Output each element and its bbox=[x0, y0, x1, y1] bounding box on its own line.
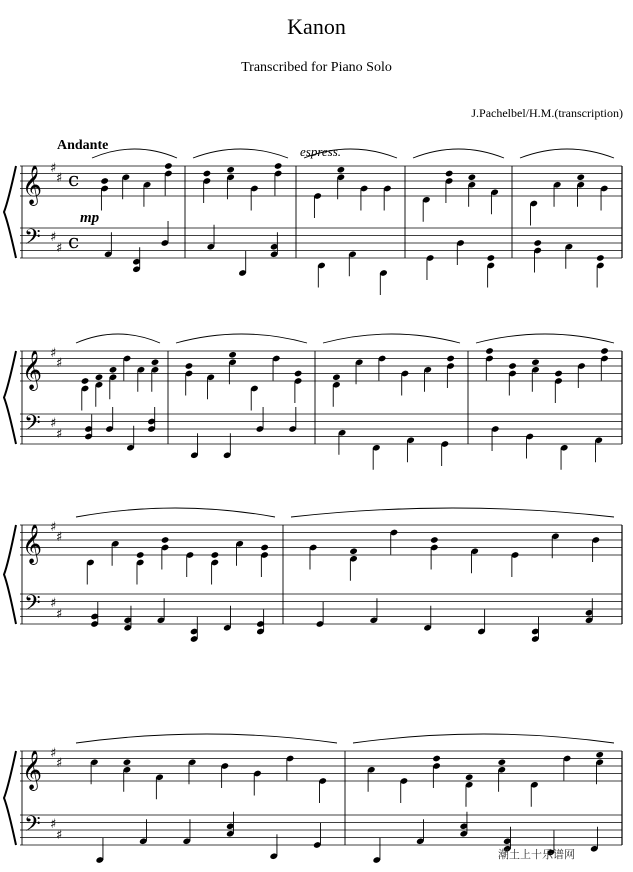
slur bbox=[193, 149, 288, 158]
treble-clef-icon: 𝄞 bbox=[22, 165, 43, 205]
slur bbox=[323, 334, 460, 343]
sharp-c-icon: ♯ bbox=[56, 171, 63, 186]
system-2-treble-chord-note bbox=[185, 362, 194, 370]
slur bbox=[92, 149, 177, 158]
sharp-c-icon: ♯ bbox=[56, 241, 63, 256]
system-4-treble-chord-note bbox=[465, 773, 474, 781]
system-2-treble-chord-note bbox=[508, 362, 517, 370]
system-1-bass-chord-note bbox=[533, 239, 542, 247]
system-2-treble-chord-note bbox=[332, 373, 341, 381]
sharp-f-icon: ♯ bbox=[50, 520, 57, 535]
bass-clef-icon: 𝄢 bbox=[24, 591, 41, 621]
slur bbox=[76, 508, 275, 517]
slur bbox=[304, 149, 397, 158]
bass-clef-icon: 𝄢 bbox=[24, 411, 41, 441]
sharp-c-icon: ♯ bbox=[56, 756, 63, 771]
dynamic-marking: mp bbox=[80, 210, 100, 226]
slur bbox=[291, 508, 614, 517]
system-4-brace bbox=[4, 751, 16, 845]
system-2-treble-chord-note bbox=[109, 366, 118, 374]
bass-clef-icon: 𝄢 bbox=[24, 812, 41, 842]
system-2-treble-chord-note bbox=[554, 370, 563, 378]
treble-clef-icon: 𝄞 bbox=[22, 350, 43, 390]
page-title: Kanon bbox=[287, 14, 346, 39]
system-1-brace bbox=[4, 166, 16, 258]
sharp-f-icon: ♯ bbox=[50, 416, 57, 431]
bass-clef-icon: 𝄢 bbox=[24, 225, 41, 255]
tempo-marking: Andante bbox=[57, 138, 109, 153]
system-4-treble-chord-note bbox=[498, 758, 507, 766]
system-2-treble-chord-note bbox=[485, 347, 494, 355]
slur bbox=[76, 334, 160, 343]
expression-marking: espress. bbox=[300, 144, 342, 159]
system-2-treble-chord-note bbox=[151, 358, 160, 366]
system-2-treble-chord-note bbox=[600, 347, 609, 355]
watermark-logo: 潮土上十乐谱网 bbox=[498, 848, 575, 861]
sharp-c-icon: ♯ bbox=[56, 530, 63, 545]
treble-clef-icon: 𝄞 bbox=[22, 750, 43, 790]
slur bbox=[413, 149, 504, 158]
treble-clef-icon: 𝄞 bbox=[22, 524, 43, 564]
page-subtitle: Transcribed for Piano Solo bbox=[241, 60, 392, 75]
system-2-treble-chord-note bbox=[95, 373, 104, 381]
system-1-treble-chord-note bbox=[576, 173, 585, 181]
sharp-f-icon: ♯ bbox=[50, 596, 57, 611]
system-3-treble-chord-note bbox=[430, 536, 439, 544]
system-1-bass-chord-note bbox=[487, 254, 496, 262]
system-3-treble-chord-note bbox=[161, 536, 170, 544]
sharp-f-icon: ♯ bbox=[50, 817, 57, 832]
slur bbox=[76, 734, 337, 743]
sharp-f-icon: ♯ bbox=[50, 230, 57, 245]
system-2-brace bbox=[4, 351, 16, 444]
system-3-treble-chord-note bbox=[136, 551, 145, 559]
slur bbox=[476, 334, 614, 343]
system-2-treble-chord-note bbox=[81, 377, 90, 385]
system-1-treble-chord-note bbox=[100, 177, 109, 185]
time-signature-common: c bbox=[68, 167, 80, 191]
system-3-treble-chord-note bbox=[349, 547, 358, 555]
composer-credit: J.Pachelbel/H.M.(transcription) bbox=[471, 106, 623, 120]
sharp-c-icon: ♯ bbox=[56, 356, 63, 371]
system-3-treble-chord-note bbox=[260, 544, 269, 552]
system-4-treble-chord-note bbox=[595, 751, 604, 759]
time-signature-common: c bbox=[68, 229, 80, 253]
system-3-brace bbox=[4, 525, 16, 624]
system-1-treble-chord-note bbox=[468, 173, 477, 181]
system-4-treble-chord-note bbox=[432, 755, 441, 763]
slur bbox=[353, 734, 614, 743]
slur bbox=[520, 149, 614, 158]
sharp-f-icon: ♯ bbox=[50, 746, 57, 761]
system-1-treble-chord-note bbox=[164, 162, 173, 170]
system-1-treble-chord-note bbox=[203, 170, 212, 178]
system-1-bass-chord-note bbox=[596, 254, 605, 262]
system-1-treble-chord-note bbox=[226, 166, 235, 174]
system-2-treble-chord-note bbox=[446, 355, 455, 363]
system-2-treble-chord-note bbox=[228, 351, 237, 359]
system-2-treble-chord-note bbox=[294, 370, 303, 378]
system-1-treble-chord-note bbox=[445, 170, 454, 178]
sharp-f-icon: ♯ bbox=[50, 346, 57, 361]
system-2-treble-chord-note bbox=[531, 358, 540, 366]
sharp-c-icon: ♯ bbox=[56, 427, 63, 442]
slur bbox=[176, 334, 307, 343]
sharp-c-icon: ♯ bbox=[56, 828, 63, 843]
system-4-treble-chord-note bbox=[123, 758, 132, 766]
sharp-f-icon: ♯ bbox=[50, 161, 57, 176]
sharp-c-icon: ♯ bbox=[56, 607, 63, 622]
system-3-treble-chord-note bbox=[211, 551, 220, 559]
system-1-treble-chord-note bbox=[274, 162, 283, 170]
system-1-treble-chord-note bbox=[337, 166, 346, 174]
